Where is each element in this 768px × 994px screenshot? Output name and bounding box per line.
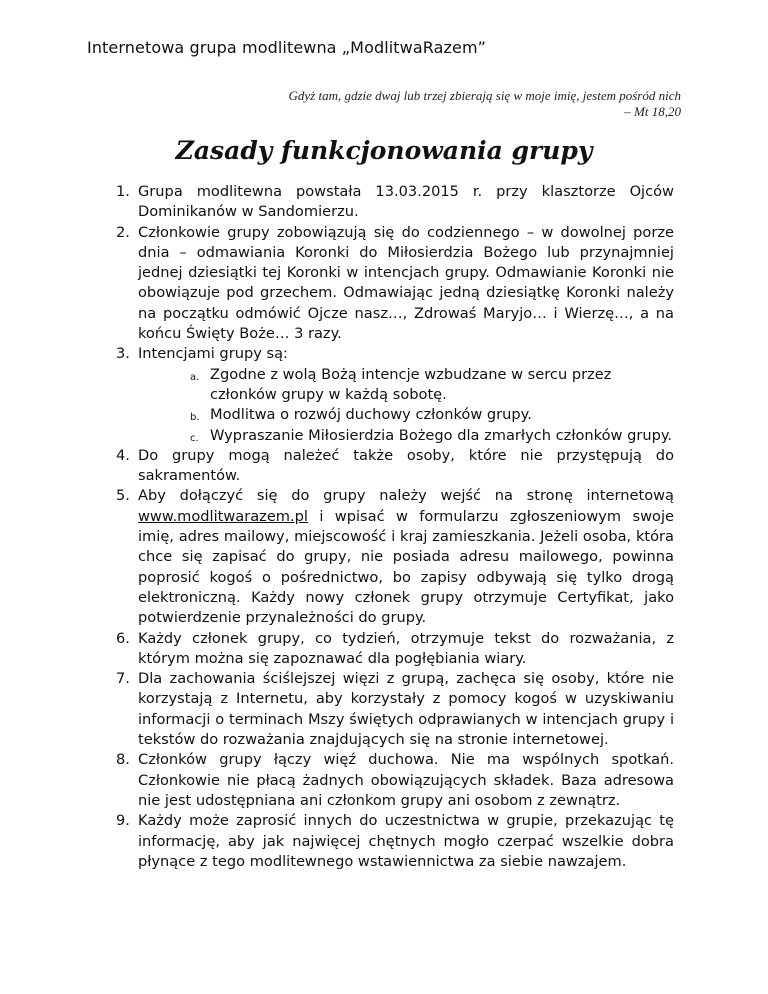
- subitem-letter: c.: [190, 432, 199, 444]
- rule-number: 5.: [116, 487, 130, 505]
- rule-item-8: [0, 750, 674, 811]
- rule-text-after-link: i wpisać w formularzu zgłoszeniowym swoje imię, adres mailowy, miejscowość i kraj zamieszkania. Jeżeli osoba, która chce się zapisać do grupy, nie posiada adresu mailowego, powinna poprosić kogoś o pośrednictwo, bo zapisy odbywają się tylko drogą elektroniczną. Każdy nowy członek grupy otrzymuje Certyfikat, jako potwierdzenie przynależności do grupy.: [138, 507, 674, 627]
- rule-item-1: [0, 182, 674, 223]
- quote-reference: – Mt 18,20: [624, 104, 681, 119]
- rule-item-2: [0, 223, 674, 345]
- rule-number: 1.: [116, 183, 130, 200]
- rule-text: Grupa modlitewna powstała 13.03.2015 r. przy klasztorze Ojców Dominikanów w Sandomierzu.: [138, 183, 674, 221]
- rule-item-6: [0, 629, 674, 670]
- rule-item-7: [0, 669, 674, 750]
- rule-subitem-b: [0, 405, 674, 425]
- rules-list: [0, 182, 768, 872]
- website-link[interactable]: www.modlitwarazem.pl: [138, 507, 308, 525]
- subitem-text: Wypraszanie Miłosierdzia Bożego dla zmarłych członków grupy.: [210, 426, 673, 444]
- rule-number: 7.: [116, 670, 130, 688]
- rule-item-4: [0, 446, 674, 487]
- rule-text: Członków grupy łączy więź duchowa. Nie ma wspólnych spotkań. Członkowie nie płacą żadnych obowiązujących składek. Baza adresowa nie jest udostępniana ani członkom grupy ani osobom z zewnątrz.: [138, 751, 674, 809]
- rule-number: 6.: [116, 629, 130, 647]
- rule-subitem-a: [0, 365, 674, 406]
- rule-number: 9.: [116, 812, 130, 830]
- scripture-quote: [288, 88, 681, 120]
- rule-subitem-c: [0, 426, 674, 446]
- subitem-letter: b.: [190, 412, 200, 424]
- rule-text: Każdy członek grupy, co tydzień, otrzymuje tekst do rozważania, z którym można się zapoznawać dla pogłębiania wiary.: [138, 629, 674, 667]
- rule-text: Intencjami grupy są:: [138, 345, 288, 363]
- rule-text: Każdy może zaprosić innych do uczestnictwa w grupie, przekazując tę informację, aby jak najwięcej chętnych mogło czerpać wszelkie dobra płynące z tego modlitewnego wstawiennictwa za siebie nawzajem.: [138, 812, 674, 870]
- document-title: Zasady funkcjonowania grupy: [175, 136, 593, 165]
- rule-text: Dla zachowania ściślejszej więzi z grupą, zachęca się osoby, które nie korzystają z Internetu, aby korzystały z pomocy kogoś w uzyskiwaniu informacji o terminach Mszy świętych odprawianych w intencjach grupy i tekstów do rozważania znajdujących się na stronie internetowej.: [138, 670, 674, 749]
- rule-item-5: [0, 486, 674, 628]
- subitem-text: Zgodne z wolą Bożą intencje wzbudzane w sercu przez członków grupy w każdą sobotę.: [210, 365, 612, 403]
- subitem-text: Modlitwa o rozwój duchowy członków grupy.: [210, 406, 532, 424]
- rule-number: 4.: [116, 446, 130, 464]
- rule-text: Do grupy mogą należeć także osoby, które nie przystępują do sakramentów.: [138, 446, 674, 485]
- quote-text: Gdyż tam, gdzie dwaj lub trzej zbierają się w moje imię, jestem pośród nich: [288, 88, 681, 103]
- page-header: Internetowa grupa modlitewna „ModlitwaRazem”: [87, 38, 487, 57]
- rule-number: 3.: [116, 345, 130, 363]
- rule-number: 2.: [116, 223, 130, 241]
- subitem-letter: a.: [190, 371, 200, 383]
- rule-number: 8.: [116, 751, 130, 769]
- rule-text: Członkowie grupy zobowiązują się do codziennego – w dowolnej porze dnia – odmawiania Koronki do Miłosierdzia Bożego lub przynajmniej jednej dziesiątki tej Koronki w intencjach grupy. Odmawianie Koronki nie obowiązuje pod grzechem. Odmawiając jedną dziesiątkę Koronki należy na początku odmówić Ojcze nasz…, Zdrowaś Maryjo… i Wierzę…, a na końcu Święty Boże… 3 razy.: [138, 223, 674, 343]
- rule-item-9: [0, 811, 674, 872]
- rule-item-3: [0, 344, 674, 364]
- rule-text-before-link: Aby dołączyć się do grupy należy wejść na stronę internetową: [138, 487, 674, 505]
